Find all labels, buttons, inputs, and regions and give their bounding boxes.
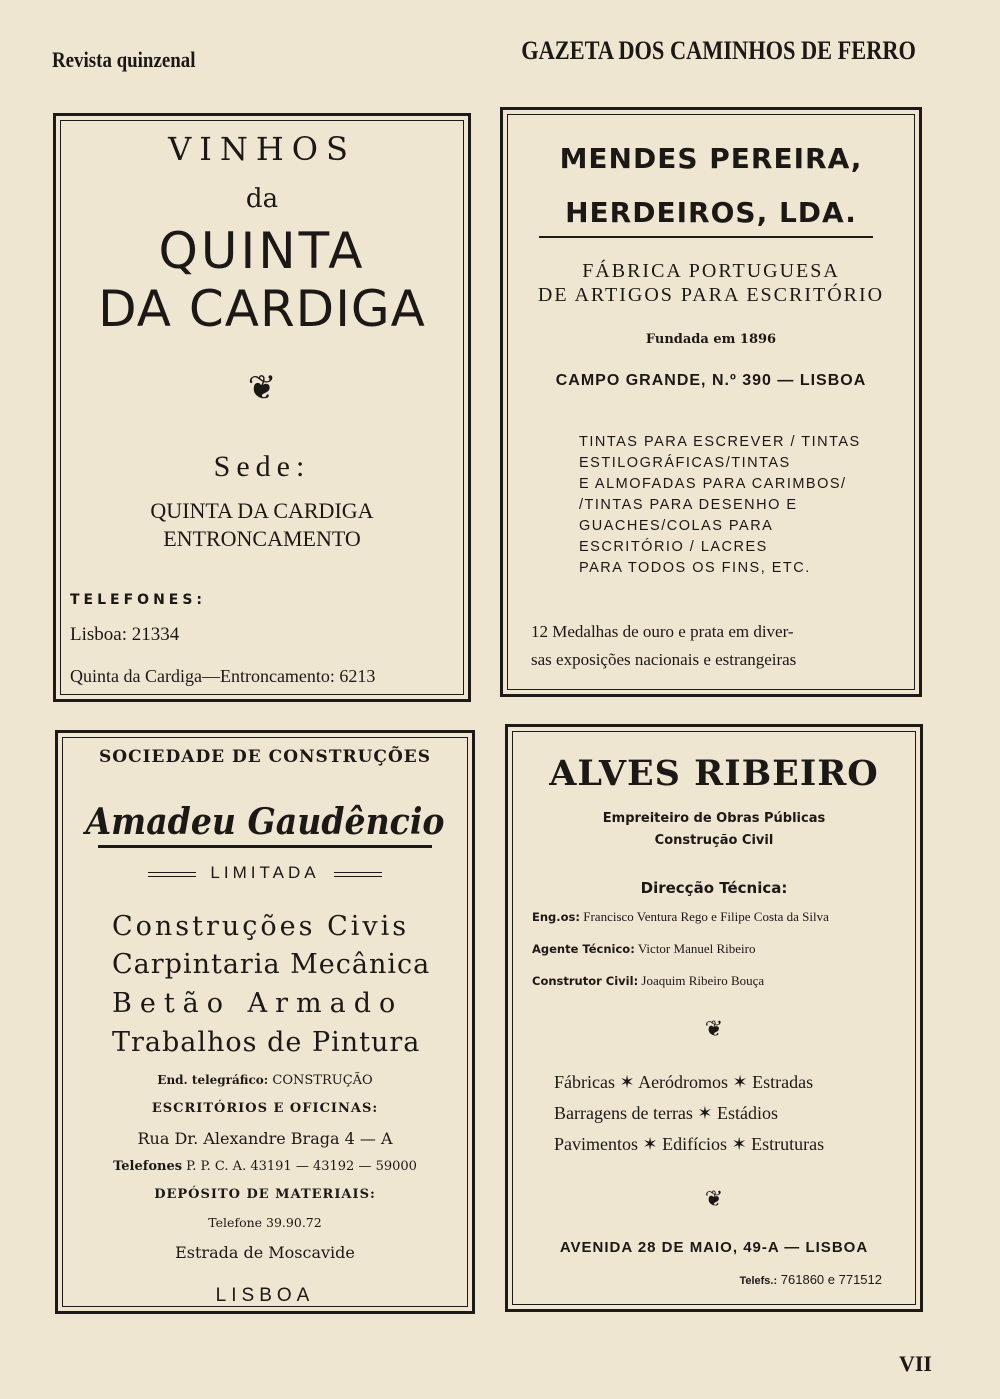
ad-product-list — [579, 432, 861, 579]
ad-alves-ribeiro — [505, 724, 923, 1312]
flower-ornament-icon: ❦ — [704, 1187, 724, 1212]
header-title: GAZETA DOS CAMINHOS DE FERRO — [521, 36, 916, 65]
product-line: E ALMOFADAS PARA CARIMBOS/ — [579, 476, 847, 492]
ad-sede-label: Sede: — [213, 450, 311, 483]
ad-depot-label: DEPÓSITO DE MATERIAIS: — [154, 1187, 376, 1202]
ad-depot-phone: Telefone 39.90.72 — [208, 1215, 322, 1230]
ad-telegraph — [58, 1073, 472, 1088]
ad-company-name-line1: MENDES PEREIRA, — [559, 142, 863, 175]
ad-engineers — [532, 909, 829, 925]
ad-society-heading: SOCIEDADE DE CONSTRUÇÕES — [98, 747, 432, 767]
ad-medals-line1: 12 Medalhas de ouro e prata em diver- — [531, 622, 794, 641]
ad-company-name: Amadeu Gaudêncio — [85, 801, 445, 843]
phones-label: Telefs.: — [739, 1275, 778, 1287]
ad-depot-road: Estrada de Moscavide — [175, 1243, 355, 1262]
ad-city: LISBOA — [215, 1285, 315, 1306]
ad-phone-lisboa: Lisboa: 21334 — [70, 624, 180, 645]
engineers-label: Eng.os: — [532, 910, 580, 924]
ad-phone-quinta: Quinta da Cardiga—Entroncamento: 6213 — [70, 666, 376, 686]
builder-value: Joaquim Ribeiro Bouça — [641, 973, 765, 988]
product-line: /TINTAS PARA DESENHO E — [579, 497, 798, 513]
ad-phones — [739, 1272, 882, 1287]
ad-address-line2: ENTRONCAMENTO — [163, 526, 361, 551]
ad-service-line: Construções Civis — [112, 911, 410, 942]
ad-line-empreiteiro: Empreiteiro de Obras Públicas — [602, 811, 826, 826]
double-rule-right — [334, 872, 382, 877]
ad-company-name-line2: HERDEIROS, LDA. — [565, 196, 857, 229]
header-left: Revista quinzenal — [52, 47, 196, 72]
agent-value: Victor Manuel Ribeiro — [637, 941, 756, 956]
ad-works-line: Pavimentos ✶ Edifícios ✶ Estruturas — [554, 1134, 825, 1154]
ad-phones — [58, 1159, 472, 1174]
ad-builder — [532, 973, 764, 989]
divider-rule — [98, 845, 432, 848]
ad-service-line: Carpintaria Mecânica — [112, 949, 431, 980]
ad-service-line: Trabalhos de Pintura — [112, 1027, 421, 1058]
ad-address-line1: QUINTA DA CARDIGA — [150, 498, 374, 523]
ad-offices-label: ESCRITÓRIOS E OFICINAS: — [151, 1101, 379, 1116]
ad-works-line: Fábricas ✶ Aeródromos ✶ Estradas — [554, 1072, 814, 1092]
flower-ornament-icon: ❦ — [247, 368, 277, 408]
phones-label: Telefones — [113, 1159, 183, 1174]
ad-direction-label: Direcção Técnica: — [640, 879, 788, 897]
phones-value: P. P. C. A. 43191 — 43192 — 59000 — [186, 1159, 417, 1174]
builder-label: Construtor Civil: — [532, 974, 639, 988]
product-line: TINTAS PARA ESCREVER / TINTAS — [579, 434, 861, 450]
ad-quinta-da-cardiga — [53, 113, 471, 702]
ad-line-da: da — [245, 184, 279, 214]
ad-line-vinhos: VINHOS — [168, 130, 356, 168]
telegraph-value: CONSTRUÇÃO — [272, 1073, 373, 1088]
phones-value: 761860 e 771512 — [780, 1272, 882, 1287]
ad-founded: Fundada em 1896 — [645, 332, 777, 347]
ad-medals-line2: sas exposições nacionais e estrangeiras — [531, 650, 797, 669]
ad-company-name: ALVES RIBEIRO — [549, 753, 879, 794]
ad-address: CAMPO GRANDE, N.º 390 — LISBOA — [555, 372, 867, 389]
agent-label: Agente Técnico: — [532, 942, 635, 956]
telegraph-label: End. telegráfico: — [157, 1073, 269, 1087]
product-line: ESCRITÓRIO / LACRES — [579, 539, 768, 555]
ad-works-line: Barragens de terras ✶ Estádios — [554, 1103, 779, 1123]
product-line: ESTILOGRÁFICAS/TINTAS — [579, 455, 791, 471]
ad-heading-da-cardiga: DA CARDIGA — [98, 280, 426, 338]
divider-rule — [539, 236, 873, 238]
ad-service-line: Betão Armado — [112, 988, 404, 1019]
ad-address: AVENIDA 28 DE MAIO, 49-A — LISBOA — [559, 1239, 869, 1256]
ad-street: Rua Dr. Alexandre Braga 4 — A — [137, 1129, 393, 1148]
ad-agent — [532, 941, 755, 957]
ad-heading-quinta: QUINTA — [158, 222, 366, 280]
ad-limitada: LIMITADA — [210, 863, 320, 882]
ad-subtitle-line1: FÁBRICA PORTUGUESA — [582, 260, 840, 282]
ad-mendes-pereira — [500, 107, 922, 697]
ad-amadeu-gaudencio — [55, 730, 475, 1314]
ad-phones-label: TELEFONES: — [70, 592, 207, 608]
product-line: GUACHES/COLAS PARA — [579, 518, 774, 534]
ad-subtitle-line2: DE ARTIGOS PARA ESCRITÓRIO — [537, 284, 885, 306]
engineers-value: Francisco Ventura Rego e Filipe Costa da Silva — [583, 909, 829, 924]
flower-ornament-icon: ❦ — [704, 1017, 724, 1042]
product-line: PARA TODOS OS FINS, ETC. — [579, 560, 811, 576]
page-number: VII — [898, 1351, 932, 1376]
ad-line-construcao: Construção Civil — [654, 833, 774, 848]
